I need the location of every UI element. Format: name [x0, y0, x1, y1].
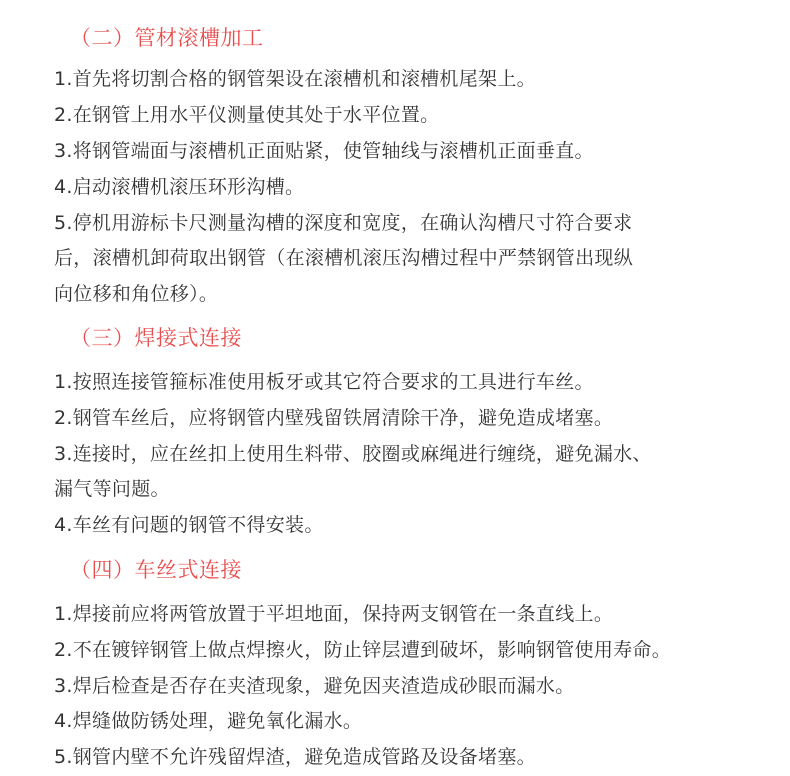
- list-item: 3.将钢管端面与滚槽机正面贴紧，使管轴线与滚槽机正面垂直。: [54, 140, 594, 162]
- list-item: 5.钢管内壁不允许残留焊渣，避免造成管路及设备堵塞。: [54, 746, 536, 768]
- section-heading-2: （二）管材滚槽加工: [70, 26, 264, 50]
- list-item: 2.钢管车丝后，应将钢管内壁残留铁屑清除干净，避免造成堵塞。: [54, 407, 614, 429]
- list-item: 3.连接时，应在丝扣上使用生料带、胶圈或麻绳进行缠绕，避免漏水、: [54, 443, 652, 465]
- list-item-continued: 后，滚槽机卸荷取出钢管（在滚槽机滚压沟槽过程中严禁钢管出现纵: [54, 247, 634, 269]
- list-item-continued: 向位移和角位移）。: [54, 283, 219, 305]
- list-item: 5.停机用游标卡尺测量沟槽的深度和宽度，在确认沟槽尺寸符合要求: [54, 212, 633, 234]
- list-item: 3.焊后检查是否存在夹渣现象，避免因夹渣造成砂眼而漏水。: [54, 675, 575, 697]
- list-item-continued: 漏气等问题。: [54, 478, 170, 500]
- list-item: 4.启动滚槽机滚压环形沟槽。: [54, 176, 305, 198]
- list-item: 4.焊缝做防锈处理，避免氧化漏水。: [54, 710, 363, 732]
- list-item: 1.按照连接管箍标准使用板牙或其它符合要求的工具进行车丝。: [54, 371, 594, 393]
- section-heading-4: （四）车丝式连接: [70, 558, 242, 582]
- list-item: 1.焊接前应将两管放置于平坦地面，保持两支钢管在一条直线上。: [54, 603, 614, 625]
- list-item: 2.在钢管上用水平仪测量使其处于水平位置。: [54, 104, 440, 126]
- section-heading-3: （三）焊接式连接: [70, 326, 242, 350]
- list-item: 4.车丝有问题的钢管不得安装。: [54, 514, 324, 536]
- list-item: 1.首先将切割合格的钢管架设在滚槽机和滚槽机尾架上。: [54, 68, 536, 90]
- list-item: 2.不在镀锌钢管上做点焊擦火，防止锌层遭到破坏，影响钢管使用寿命。: [54, 639, 672, 661]
